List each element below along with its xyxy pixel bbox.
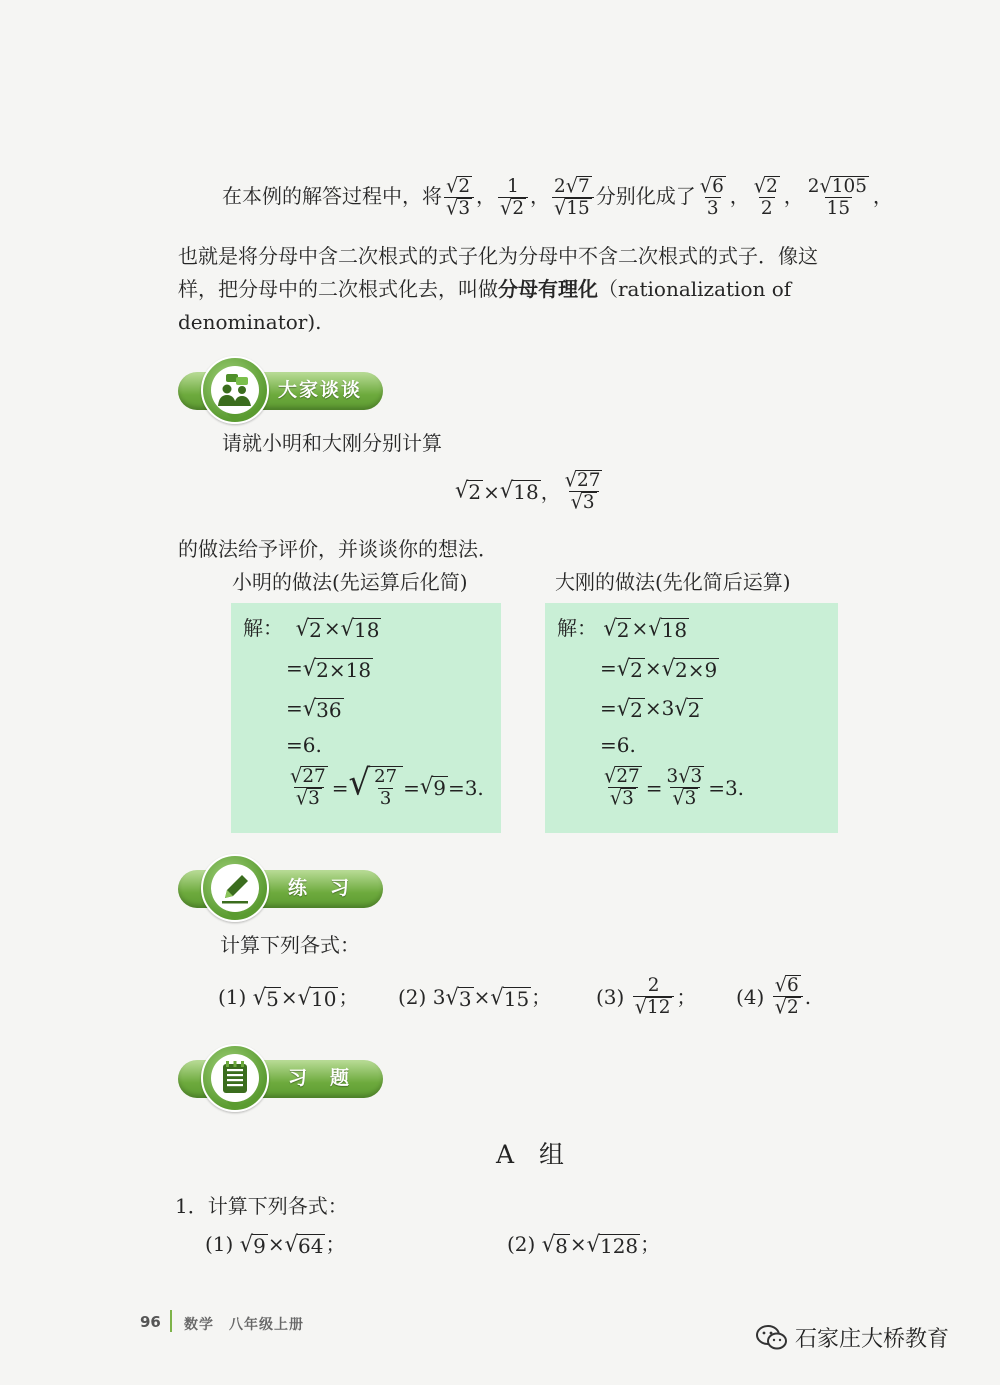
discuss-comment: 的做法给予评价，并谈谈你的想法． <box>178 537 498 561</box>
book-title: 数学 八年级上册 <box>184 1317 304 1333</box>
footer-divider <box>170 1310 172 1332</box>
practice-items: (1) √ 5 × √ 10 ； (2) 3 √ 3 × √ 15 ； (3) 2 √ 12 ； (4) √ 6 √ 2 . <box>218 972 812 1019</box>
exercise-q1-items: (1) √ 9 × √ 64 ； (2) √ 8 × √ 128 ； <box>205 1231 661 1258</box>
intro-line-3: 样，把分母中的二次根式化去，叫做分母有理化（rationalization of <box>178 277 792 301</box>
dagang-solution-box: 解： √ 2 × √ 18 = √ 2 × √ 2×9 = √ 2 ×3 √ 2 =6. √ 27 √ 3 = 3 √ 3 √ 3 =3. <box>545 603 838 833</box>
intro-line-1: 在本例的解答过程中，将 √ 2 √ 3 ， 1 √ 2 ， 2 √ 7 √ 15 分别化成了 √ 6 3 ， √ 2 2 ， 2 √ 105 15 ， <box>222 173 893 220</box>
math-sqrt6-over-3: √ 6 3 <box>699 173 724 220</box>
banner-exercises-label: 习 题 <box>288 1067 352 1089</box>
people-discussion-icon <box>215 373 255 407</box>
banner-practice-label: 练 习 <box>288 877 352 899</box>
notebook-icon <box>218 1060 252 1096</box>
discuss-prompt: 请就小明和大刚分别计算 <box>222 431 442 455</box>
wechat-icon <box>755 1324 789 1352</box>
banner-practice <box>178 860 388 920</box>
xiaoming-title: 小明的做法(先运算后化简) <box>232 570 468 594</box>
practice-prompt: 计算下列各式： <box>220 933 360 957</box>
group-title: A 组 <box>496 1140 565 1169</box>
dagang-title: 大刚的做法(先化简后运算) <box>555 570 791 594</box>
page-number: 96 <box>140 1313 161 1331</box>
term-rationalization: 分母有理化 <box>498 277 598 301</box>
math-2sqrt105-over-15: 2 √ 105 15 <box>807 173 867 220</box>
math-1-over-sqrt2: 1 √ 2 <box>498 176 528 219</box>
banner-exercises <box>178 1050 388 1110</box>
math-sqrt2-over-sqrt3: √ 2 √ 3 <box>444 176 474 219</box>
exercise-q1: 1．计算下列各式： <box>175 1194 348 1218</box>
xiaoming-solution-box: 解： √ 2 × √ 18 = √ 2×18 = √ 36 =6. √ 27 √ 3 = √ $\frac{27}{3}$ = √ 9 =3. <box>231 603 501 833</box>
watermark: 石家庄大桥教育 <box>755 1322 949 1353</box>
intro-line-4: denominator). <box>178 310 322 334</box>
banner-discuss-label: 大家谈谈 <box>278 379 363 401</box>
intro-line-2: 也就是将分母中含二次根式的式子化为分母中不含二次根式的式子．像这 <box>178 244 818 268</box>
math-2sqrt7-over-sqrt15: 2 √ 7 √ 15 <box>552 176 594 219</box>
pencil-icon <box>217 870 253 906</box>
math-sqrt2-over-2: √ 2 2 <box>753 173 778 220</box>
banner-discuss <box>178 362 388 422</box>
discuss-expressions: √ 2 × √ 18 ， √ 27 √ 3 <box>455 467 601 514</box>
